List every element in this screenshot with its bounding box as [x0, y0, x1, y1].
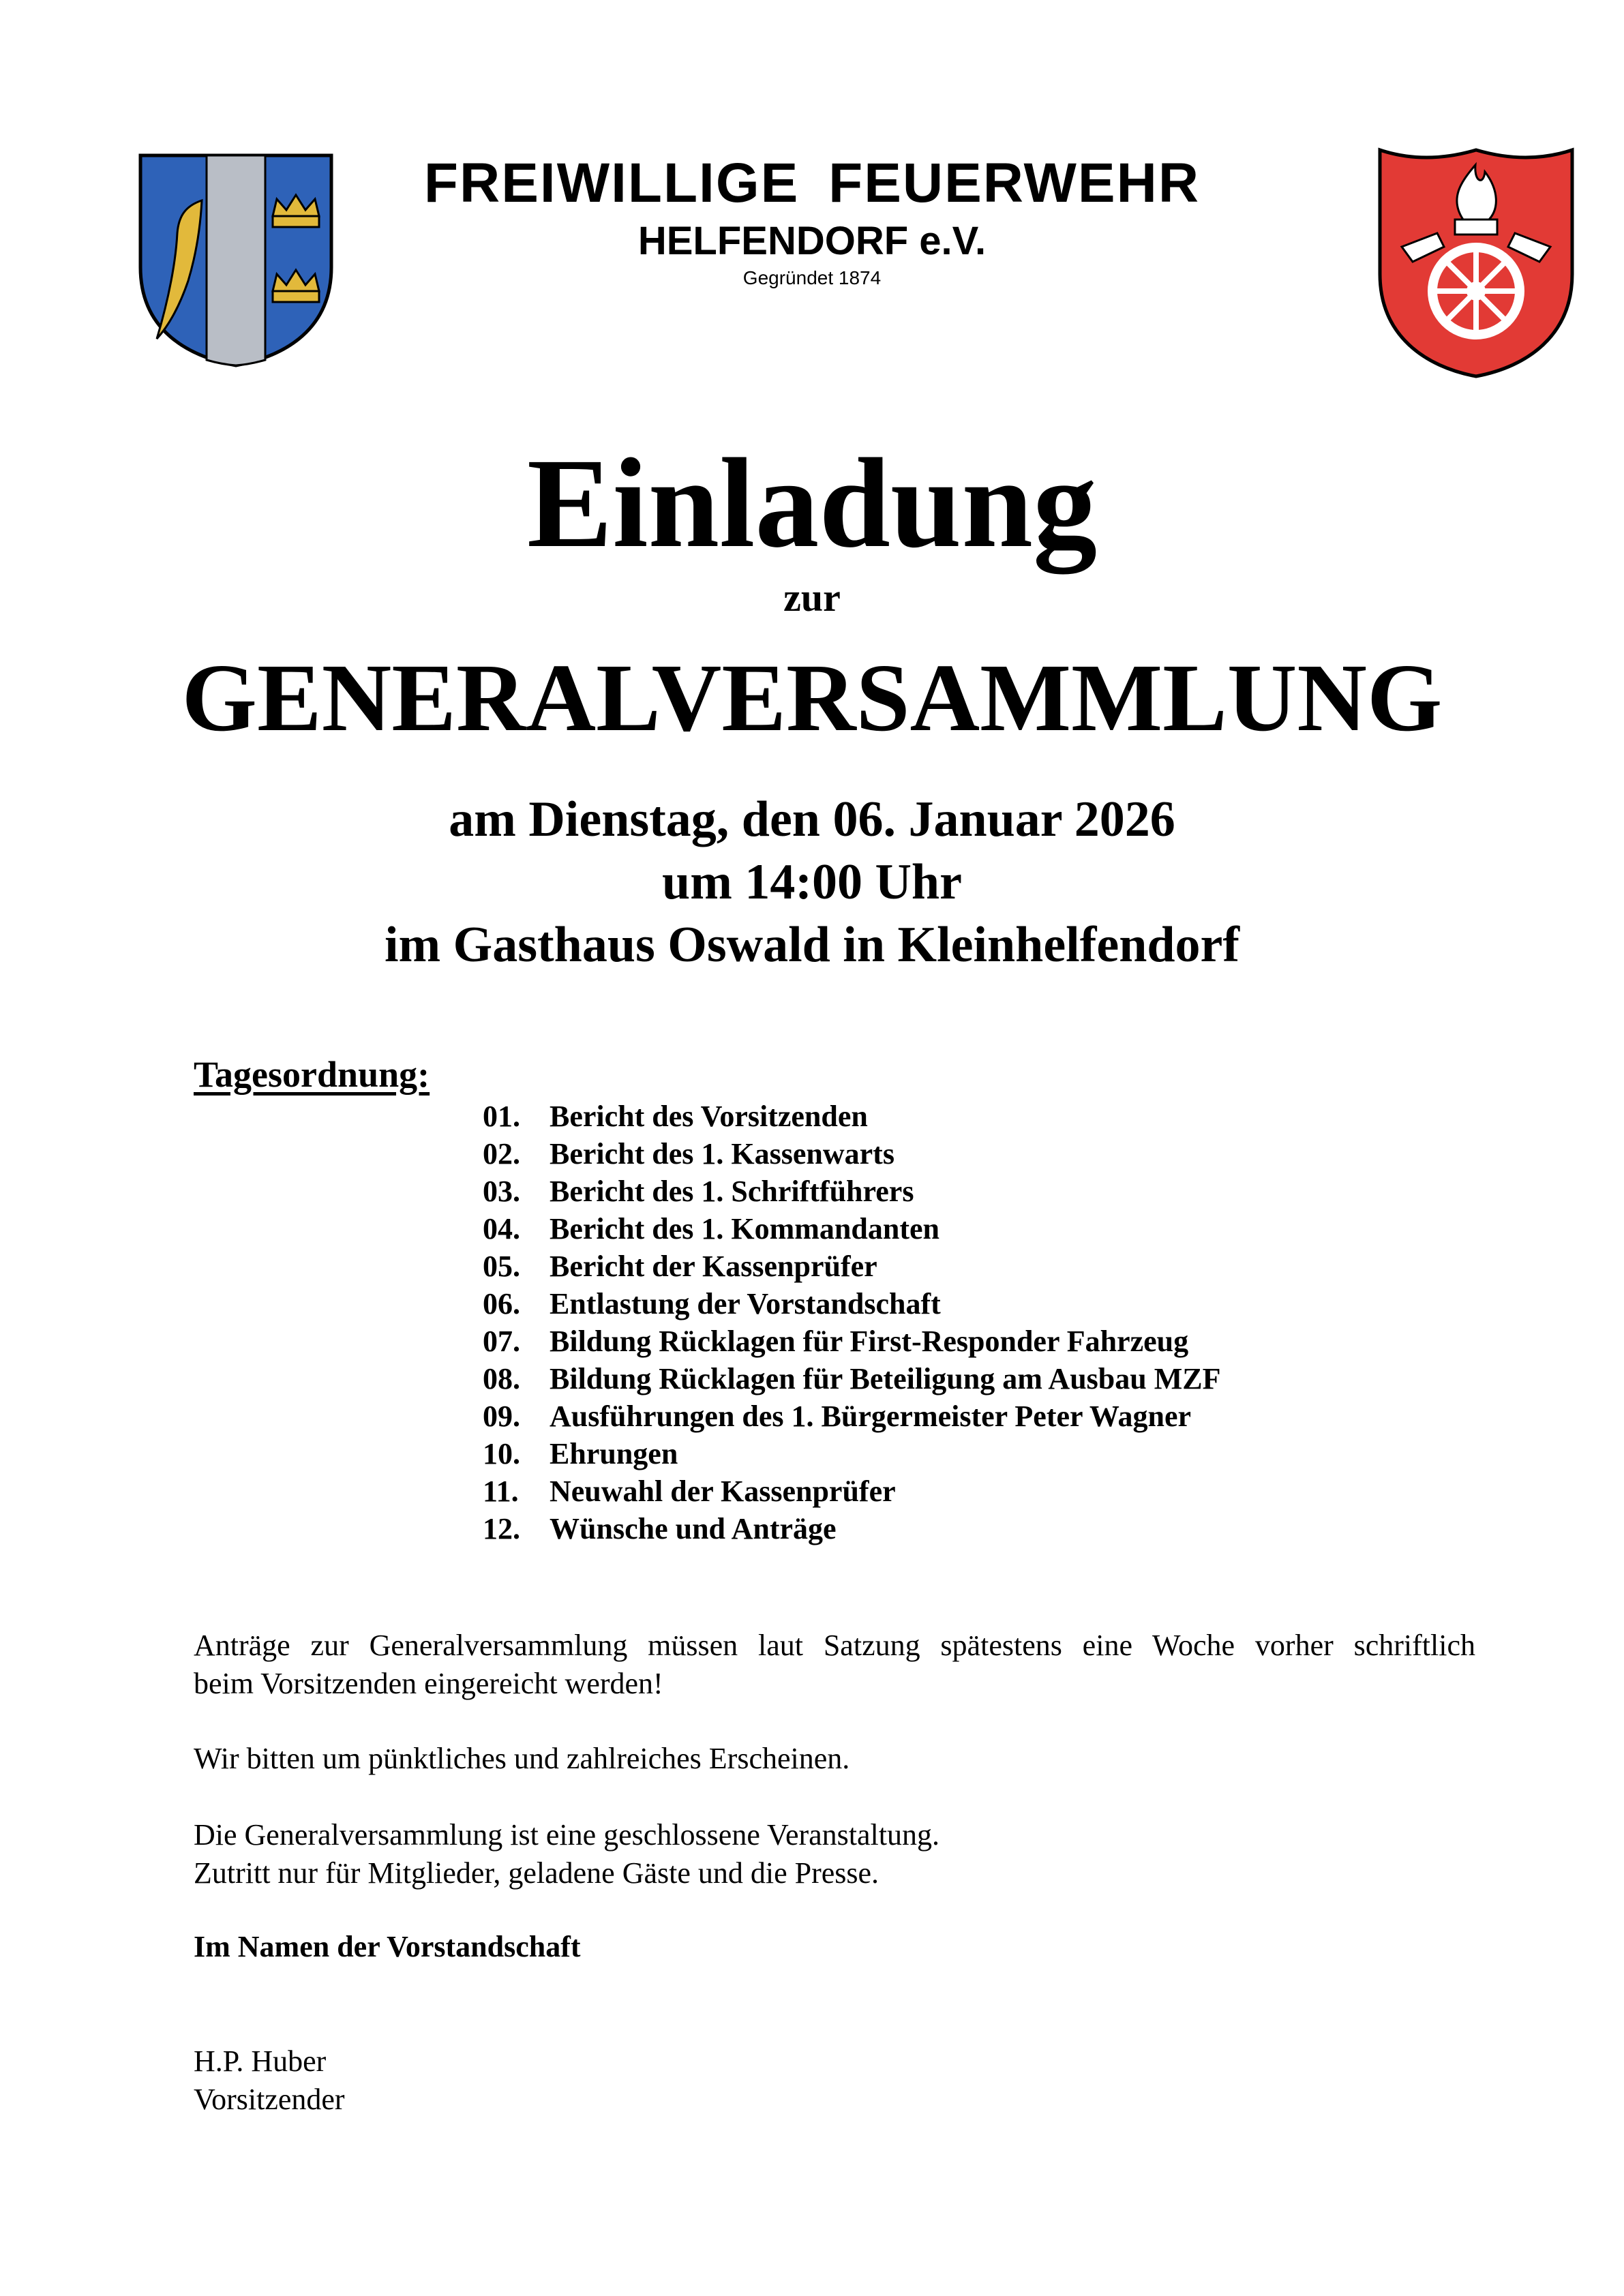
agenda-text: Bericht der Kassenprüfer [550, 1250, 877, 1283]
agenda-number: 07. [483, 1325, 520, 1358]
list-item [483, 1174, 1221, 1211]
agenda-list [483, 1099, 1221, 1549]
list-item [483, 1211, 1221, 1249]
agenda-number: 10. [483, 1437, 520, 1470]
agenda-text: Wünsche und Anträge [550, 1512, 837, 1545]
list-item [483, 1099, 1221, 1136]
motions-note-line-2: beim Vorsitzenden eingereicht werden! [194, 1667, 663, 1700]
agenda-number: 08. [483, 1362, 520, 1395]
agenda-text: Ausführungen des 1. Bürgermeister Peter Wagner [550, 1400, 1192, 1433]
agenda-number: 06. [483, 1287, 520, 1320]
agenda-text: Neuwahl der Kassenprüfer [550, 1475, 896, 1508]
organization-name: FREIWILLIGE FEUERWEHR [423, 152, 1201, 214]
event-place: im Gasthaus Oswald in Kleinhelfendorf [384, 917, 1240, 973]
invitation-title: Einladung [526, 432, 1098, 574]
agenda-number: 09. [483, 1400, 520, 1433]
closed-event-note [194, 1816, 1475, 1892]
list-item [483, 1361, 1221, 1399]
agenda-text: Bericht des 1. Kommandanten [550, 1212, 939, 1245]
list-item [483, 1324, 1221, 1361]
list-item [483, 1286, 1221, 1324]
organization-subtitle: HELFENDORF e.V. [637, 219, 987, 263]
agenda-number: 03. [483, 1175, 520, 1208]
agenda-text: Bericht des Vorsitzenden [550, 1100, 868, 1133]
list-item [483, 1474, 1221, 1511]
closed-event-line-1: Die Generalversammlung ist eine geschlossene Veranstaltung. [194, 1818, 939, 1852]
closed-event-line-2: Zutritt nur für Mitglieder, geladene Gäste und die Presse. [194, 1856, 879, 1890]
motions-note-line-1: Anträge zur Generalversammlung müssen laut Satzung spätestens eine Woche vorher schriftlich [194, 1629, 1475, 1662]
agenda-number: 04. [483, 1212, 520, 1245]
event-title: GENERALVERSAMMLUNG [181, 644, 1443, 751]
agenda-text: Bildung Rücklagen für Beteiligung am Ausbau MZF [550, 1362, 1221, 1395]
agenda-text: Entlastung der Vorstandschaft [550, 1287, 941, 1320]
signer-name: H.P. Huber [194, 2044, 327, 2078]
agenda-number: 11. [483, 1475, 519, 1508]
agenda-number: 02. [483, 1137, 520, 1170]
agenda-text: Bericht des 1. Schriftführers [550, 1175, 914, 1208]
invitation-zur: zur [783, 575, 841, 620]
signer-block [194, 2042, 345, 2119]
list-item [483, 1436, 1221, 1474]
agenda-heading: Tagesordnung: [194, 1054, 430, 1095]
founded-note: Gegründet 1874 [742, 267, 882, 288]
agenda-number: 05. [483, 1250, 520, 1283]
list-item [483, 1511, 1221, 1549]
list-item [483, 1136, 1221, 1174]
agenda-text: Bericht des 1. Kassenwarts [550, 1137, 894, 1170]
on-behalf-line: Im Namen der Vorstandschaft [194, 1930, 581, 1963]
event-date: am Dienstag, den 06. Januar 2026 [449, 791, 1175, 847]
agenda-number: 12. [483, 1512, 520, 1545]
list-item [483, 1399, 1221, 1436]
signer-role: Vorsitzender [194, 2083, 345, 2116]
agenda-number: 01. [483, 1100, 520, 1133]
motions-note [194, 1627, 1475, 1703]
agenda-text: Ehrungen [550, 1437, 678, 1470]
agenda-text: Bildung Rücklagen für First-Responder Fahrzeug [550, 1325, 1189, 1358]
event-time: um 14:00 Uhr [662, 854, 962, 910]
punctuality-note: Wir bitten um pünktliches und zahlreiches Erscheinen. [194, 1742, 850, 1775]
list-item [483, 1249, 1221, 1286]
